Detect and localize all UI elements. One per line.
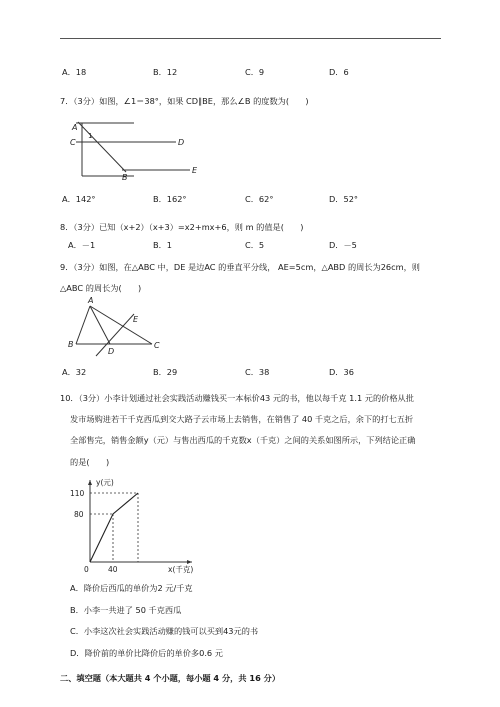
question-10-line-4: 的是( ) bbox=[70, 457, 110, 467]
option-c: C．5 bbox=[245, 240, 265, 250]
tick-origin: 0 bbox=[84, 565, 89, 574]
label-c: C bbox=[154, 341, 160, 350]
tick-80: 80 bbox=[74, 510, 84, 519]
label-b: B bbox=[122, 173, 128, 182]
question-10-line-2: 发市场购进若干千克西瓜到交大路子云市场上去销售，在销售了 40 千克之后，余下的打七五折 bbox=[70, 414, 414, 424]
question-10-graph bbox=[68, 476, 196, 574]
label-b: B bbox=[68, 340, 74, 349]
option-c: C．62° bbox=[245, 194, 274, 204]
question-8-text: 8．（3分）已知（x+2）（x+3）=x2+mx+6，则 m 的值是( ) bbox=[60, 222, 304, 232]
option-c: C．小李这次社会实践活动赚的钱可以买到43元的书 bbox=[70, 626, 259, 636]
question-7-figure bbox=[66, 118, 206, 182]
header-divider bbox=[60, 38, 441, 39]
label-1: 1 bbox=[88, 132, 93, 140]
label-c: C bbox=[70, 138, 76, 147]
question-9-line-1: 9．（3分）如图，在△ABC 中，DE 是边AC 的垂直平分线， AE=5cm，△ABD 的周长为26cm，则 bbox=[60, 262, 420, 272]
option-c: C．9 bbox=[245, 67, 265, 77]
option-b: B．12 bbox=[153, 67, 178, 77]
label-e: E bbox=[133, 315, 139, 324]
option-b: B．小李一共进了 50 千克西瓜 bbox=[70, 605, 182, 615]
option-d: D．－5 bbox=[329, 240, 357, 250]
option-a: A．32 bbox=[62, 367, 87, 377]
question-10-line-3: 全部售完，销售金额y（元）与售出西瓜的千克数x（千克）之间的关系如图所示，下列结论正确 bbox=[70, 435, 416, 445]
question-10-line-1: 10．（3分）小李计划通过社会实践活动赚钱买一本标价43 元的书，他以每千克 1.1 元的价格从批 bbox=[60, 393, 414, 403]
label-a: A bbox=[88, 296, 94, 305]
label-d: D bbox=[178, 138, 185, 147]
label-e: E bbox=[192, 166, 198, 175]
tick-40: 40 bbox=[108, 565, 118, 574]
x-axis-label: x(千克) bbox=[168, 565, 194, 574]
question-9-figure bbox=[66, 296, 170, 358]
option-b: B．29 bbox=[153, 367, 178, 377]
label-a: A bbox=[72, 123, 78, 132]
option-b: B．1 bbox=[153, 240, 173, 250]
option-b: B．162° bbox=[153, 194, 187, 204]
question-7-text: 7．（3分）如图，∠1＝38°，如果 CD∥BE，那么∠B 的度数为( ) bbox=[60, 96, 309, 106]
option-a: A．18 bbox=[62, 67, 87, 77]
y-axis-label: y(元) bbox=[96, 478, 114, 487]
option-a: A．降价后西瓜的单价为2 元/千克 bbox=[70, 583, 193, 593]
option-d: D．36 bbox=[329, 367, 354, 377]
option-d: D．6 bbox=[329, 67, 349, 77]
option-a: A．142° bbox=[62, 194, 96, 204]
option-c: C．38 bbox=[245, 367, 270, 377]
option-a: A．－1 bbox=[68, 240, 96, 250]
section-2-heading: 二、填空题（本大题共 4 个小题，每小题 4 分，共 16 分） bbox=[60, 673, 281, 683]
option-d: D．52° bbox=[329, 194, 359, 204]
question-9-line-2: △ABC 的周长为( ) bbox=[60, 283, 142, 293]
option-d: D．降价前的单价比降价后的单价多0.6 元 bbox=[70, 648, 223, 658]
label-d: D bbox=[108, 347, 115, 356]
tick-110: 110 bbox=[70, 489, 85, 498]
